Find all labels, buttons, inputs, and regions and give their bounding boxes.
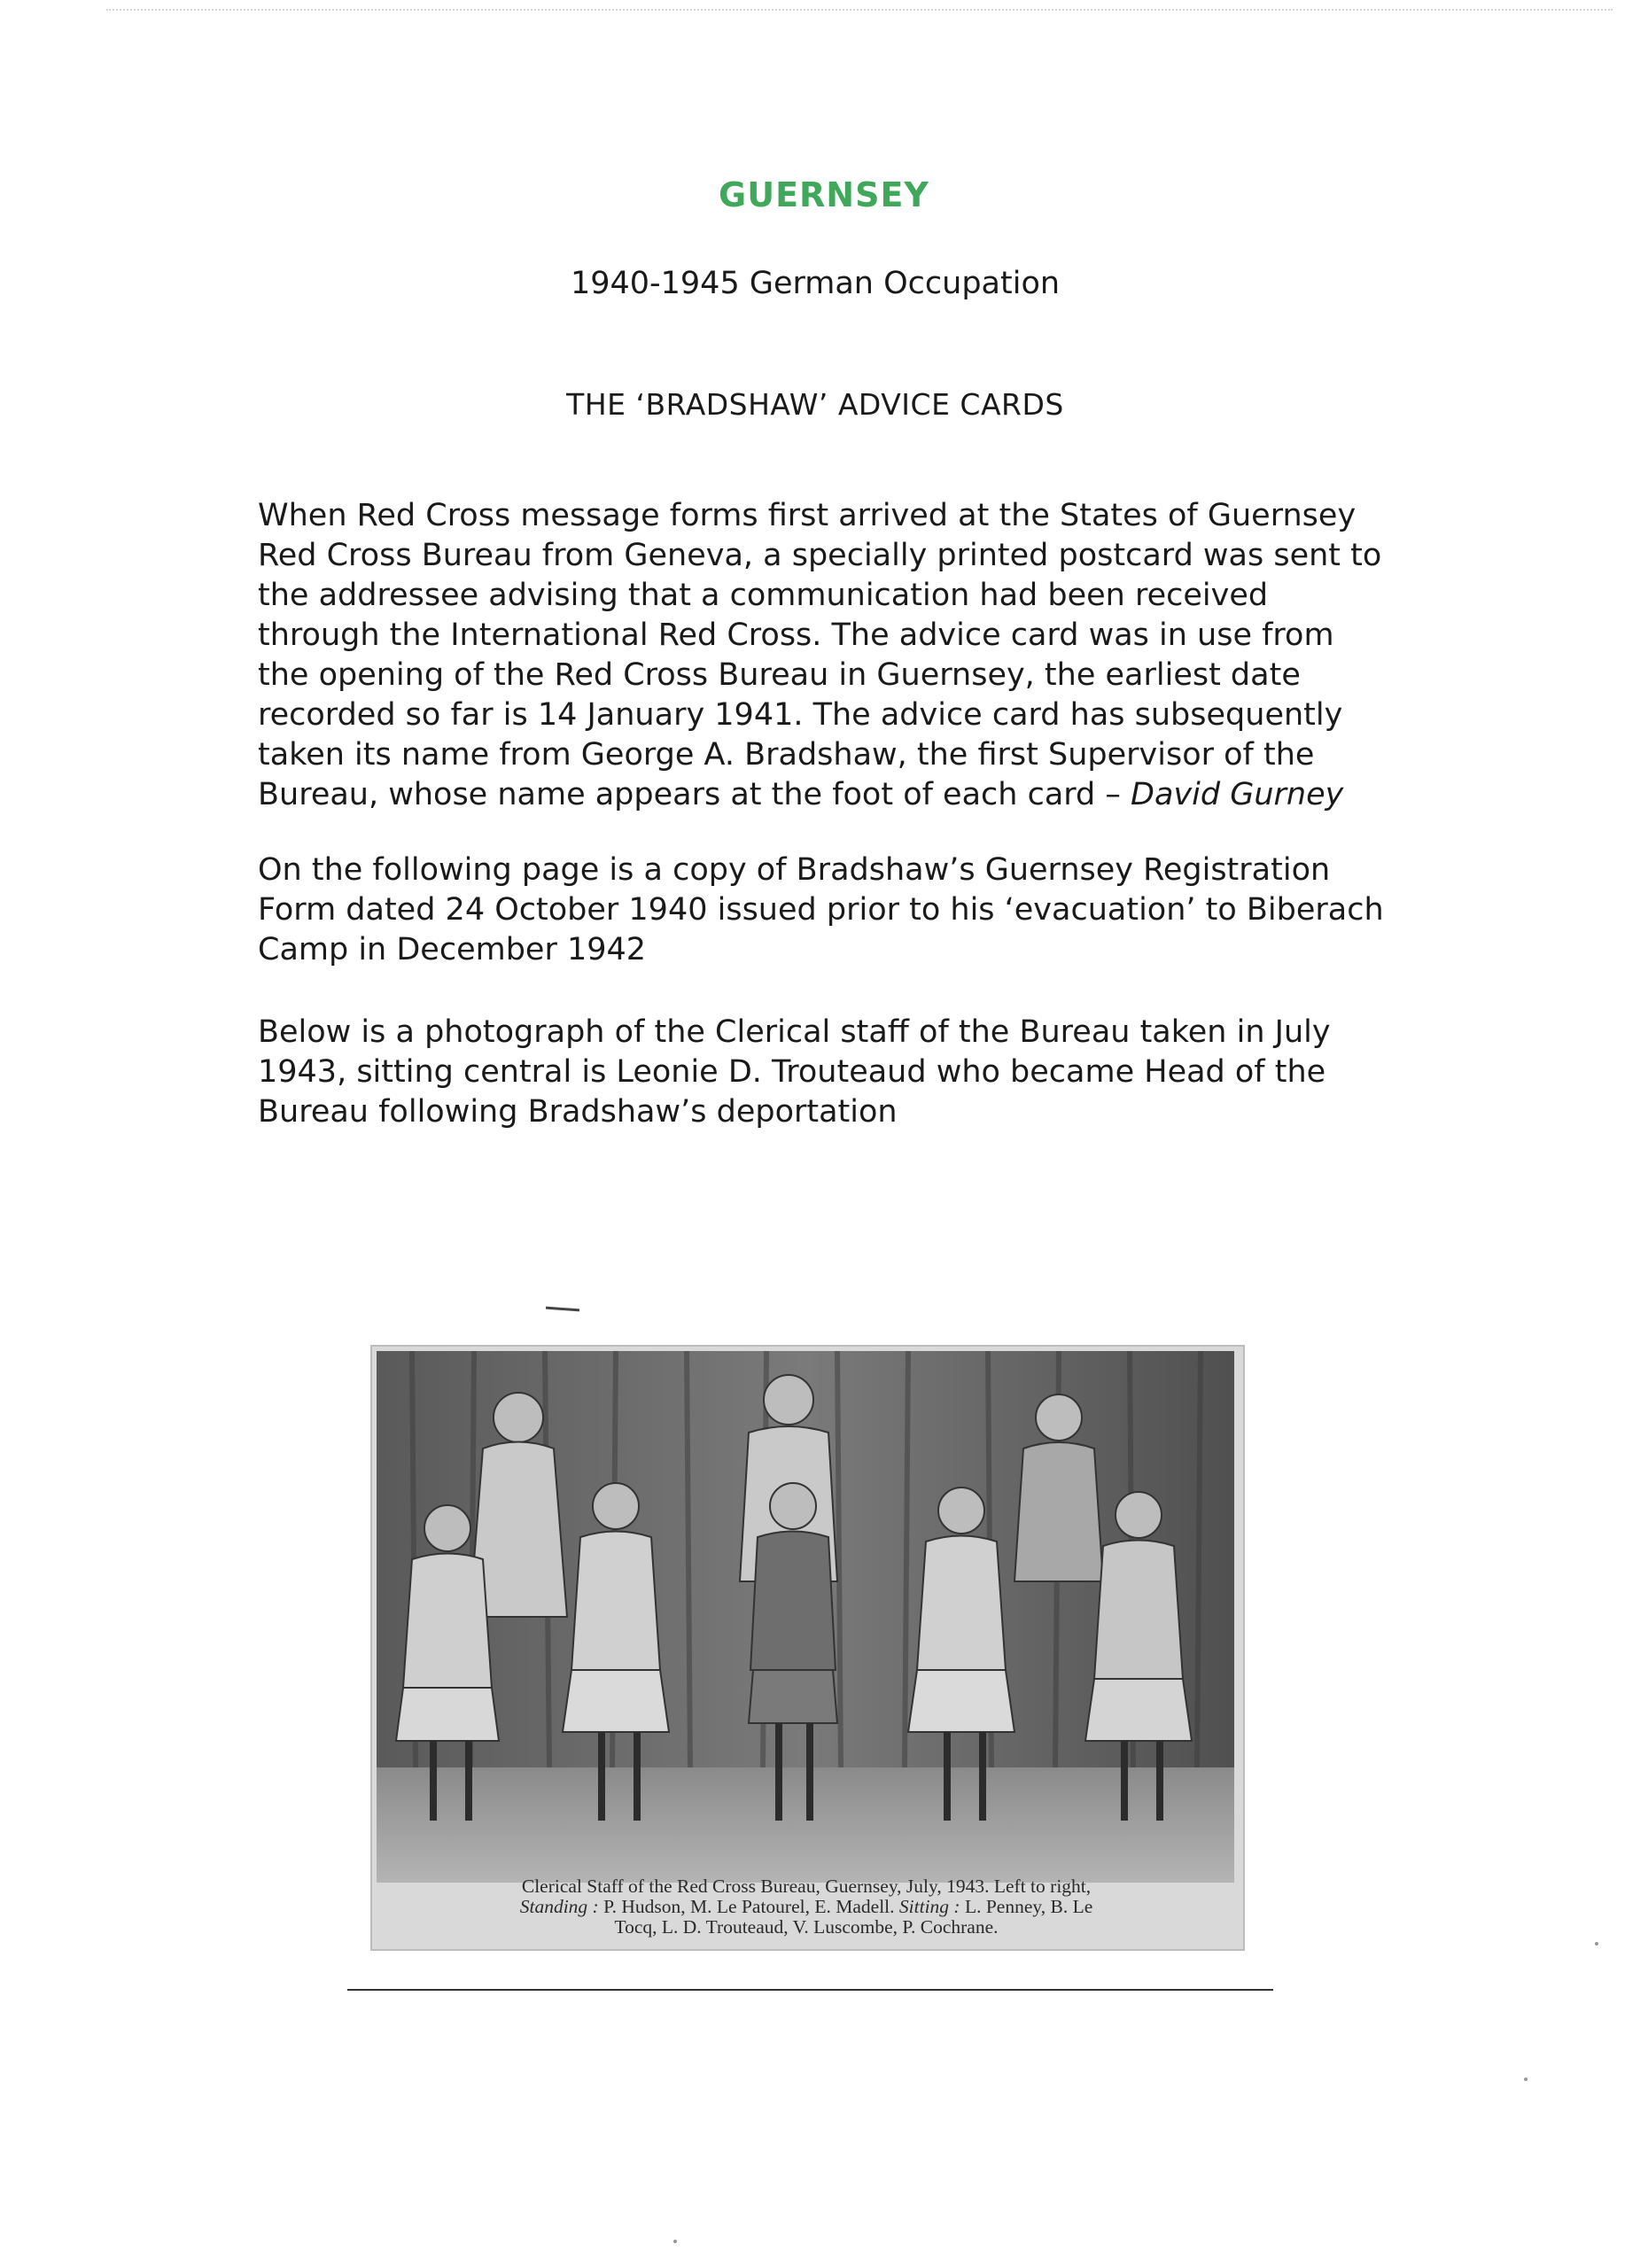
scan-speck bbox=[1595, 1942, 1598, 1946]
section-title: THE ‘BRADSHAW’ ADVICE CARDS bbox=[566, 387, 1064, 422]
caption-sitting-names-a: L. Penney, B. Le bbox=[964, 1896, 1093, 1917]
caption-line-1: Clerical Staff of the Red Cross Bureau, Guernsey, July, 1943. Left to right, bbox=[521, 1876, 1092, 1897]
scan-speck bbox=[673, 2240, 677, 2243]
photo-caption bbox=[385, 1876, 1227, 1938]
paragraph-advice-cards-text: When Red Cross message forms first arrived at the States of Guernsey Red Cross Bureau from Geneva, a specially printed postcard was sent to the addressee advising that a communication had been received through the International Red Cross. The advice card was in use from the opening of the Red Cross Bureau in Guernsey, the earliest date recorded so far is 14 January 1941. The advice card has subsequently taken its name from George A. Bradshaw, the first Supervisor of the Bureau, whose name appears at the foot of each card – bbox=[258, 498, 1382, 812]
caption-line-3: Tocq, L. D. Trouteaud, V. Luscombe, P. Cochrane. bbox=[614, 1916, 999, 1938]
pencil-mark bbox=[546, 1307, 579, 1312]
author-credit: David Gurney bbox=[1131, 777, 1344, 812]
caption-line-2 bbox=[385, 1897, 1227, 1917]
photograph-image bbox=[377, 1351, 1234, 1883]
caption-standing-names: P. Hudson, M. Le Patourel, E. Madell. bbox=[603, 1896, 895, 1917]
staff-photograph bbox=[372, 1347, 1243, 1949]
caption-sitting-label: Sitting : bbox=[898, 1896, 960, 1917]
paragraph-advice-cards bbox=[258, 496, 1392, 815]
page-title: GUERNSEY bbox=[719, 175, 929, 214]
top-edge-rule bbox=[106, 9, 1613, 11]
scan-speck bbox=[1524, 2078, 1528, 2081]
bottom-rule bbox=[347, 1989, 1273, 1991]
paragraph-photo-description: Below is a photograph of the Clerical staff of the Bureau taken in July 1943, sitting central is Leonie D. Trouteaud who became Head of the Bureau following Bradshaw’s deportation bbox=[258, 1014, 1331, 1130]
page-subtitle: 1940-1945 German Occupation bbox=[570, 266, 1061, 301]
paragraph-registration-form: On the following page is a copy of Bradshaw’s Guernsey Registration Form dated 24 October 1940 issued prior to his ‘evacuation’ to Biberach Camp in December 1942 bbox=[258, 852, 1384, 967]
caption-standing-label: Standing : bbox=[519, 1896, 599, 1917]
